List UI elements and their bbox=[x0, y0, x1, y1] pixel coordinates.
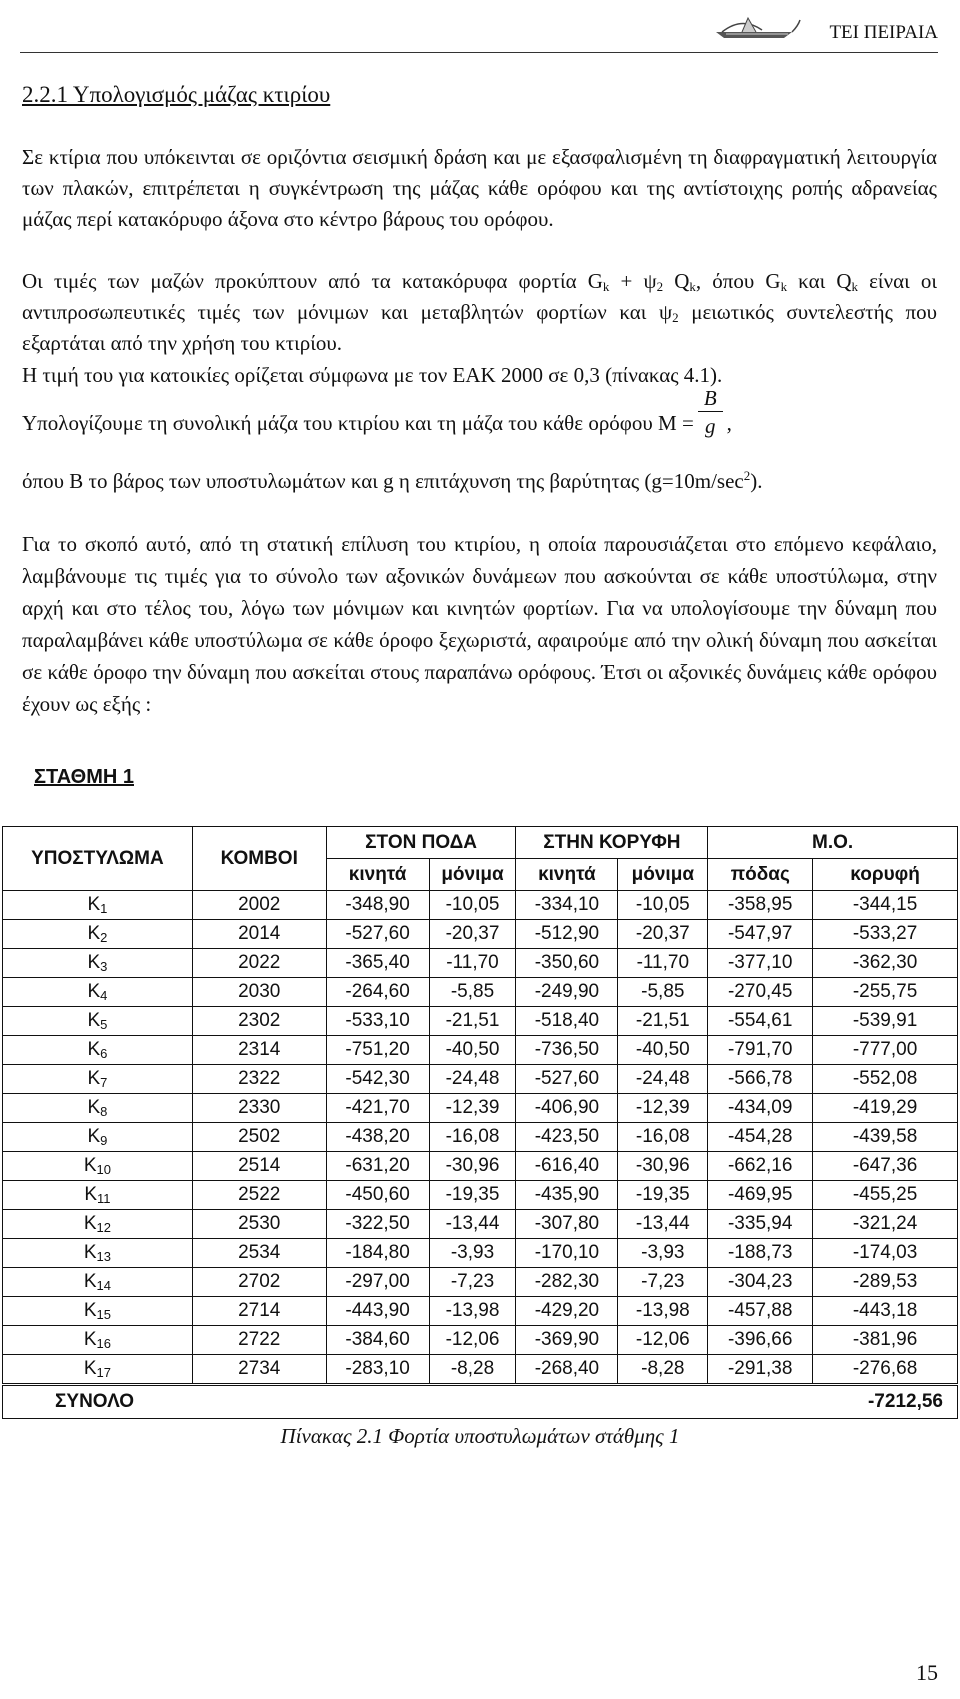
foot-live: -384,60 bbox=[326, 1326, 429, 1355]
header-foot: ΣΤΟΝ ΠΟΔΑ bbox=[326, 827, 516, 859]
avg-foot: -188,73 bbox=[708, 1239, 813, 1268]
avg-top: -777,00 bbox=[813, 1036, 958, 1065]
paragraph-mass-formula: Υπολογίζουμε τη συνολική μάζα του κτιρίου και τη μάζα του κάθε ορόφου Μ = $\frac{B}{g}$ , bbox=[22, 385, 732, 438]
foot-dead: -40,50 bbox=[429, 1036, 516, 1065]
table-row bbox=[3, 1152, 958, 1181]
top-live: -518,40 bbox=[516, 1007, 618, 1036]
top-dead: -12,39 bbox=[618, 1094, 708, 1123]
avg-top: -321,24 bbox=[813, 1210, 958, 1239]
table-row bbox=[3, 1123, 958, 1152]
avg-foot: -377,10 bbox=[708, 949, 813, 978]
node-ids: 2522 bbox=[192, 1181, 326, 1210]
avg-foot: -662,16 bbox=[708, 1152, 813, 1181]
foot-live: -283,10 bbox=[326, 1355, 429, 1385]
top-live: -268,40 bbox=[516, 1355, 618, 1385]
header-column: ΥΠΟΣΤΥΛΩΜΑ bbox=[3, 827, 193, 891]
avg-foot: -547,97 bbox=[708, 920, 813, 949]
avg-top: -539,91 bbox=[813, 1007, 958, 1036]
avg-top: -647,36 bbox=[813, 1152, 958, 1181]
avg-top: -362,30 bbox=[813, 949, 958, 978]
top-dead: -40,50 bbox=[618, 1036, 708, 1065]
foot-live: -527,60 bbox=[326, 920, 429, 949]
node-ids: 2014 bbox=[192, 920, 326, 949]
station-title: ΣΤΑΘΜΗ 1 bbox=[34, 766, 134, 788]
foot-live: -348,90 bbox=[326, 891, 429, 920]
node-ids: 2514 bbox=[192, 1152, 326, 1181]
foot-live: -443,90 bbox=[326, 1297, 429, 1326]
table-row bbox=[3, 1297, 958, 1326]
avg-foot: -434,09 bbox=[708, 1094, 813, 1123]
avg-foot: -304,23 bbox=[708, 1268, 813, 1297]
table-row bbox=[3, 920, 958, 949]
column-id: $K_5$ bbox=[3, 1007, 193, 1036]
avg-top: -443,18 bbox=[813, 1297, 958, 1326]
avg-top: -381,96 bbox=[813, 1326, 958, 1355]
column-id: $K_6$ bbox=[3, 1036, 193, 1065]
top-live: -435,90 bbox=[516, 1181, 618, 1210]
paragraph-method: Για το σκοπό αυτό, από τη στατική επίλυση του κτιρίου, η οποία παρουσιάζεται στο επόμενο κεφάλαιο, λαμβάνουμε τις τιμές για το σύνολο των αξονικών δυνάμεων που ασκούνται σε κάθε υποστύλωμα, στην αρχή και στο τέλος του, λόγω των μόνιμων και κινητών φορτίων. Για να υπολογίσουμε την δύναμη που παραλαμβάνει κάθε υποστύλωμα σε κάθε όροφο ξεχωριστά, αφαιρούμε από την ολική δύναμη που ασκείται σε κάθε όροφο την δύναμη που ασκείται στους παραπάνω ορόφους. Έτσι οι αξονικές δυνάμεις κάθε ορόφου έχουν ως εξής : bbox=[22, 532, 937, 716]
top-dead: -20,37 bbox=[618, 920, 708, 949]
avg-top: -255,75 bbox=[813, 978, 958, 1007]
header-nodes: ΚΟΜΒΟΙ bbox=[192, 827, 326, 891]
foot-live: -438,20 bbox=[326, 1123, 429, 1152]
avg-foot: -291,38 bbox=[708, 1355, 813, 1385]
top-dead: -13,98 bbox=[618, 1297, 708, 1326]
node-ids: 2502 bbox=[192, 1123, 326, 1152]
node-ids: 2534 bbox=[192, 1239, 326, 1268]
top-live: -512,90 bbox=[516, 920, 618, 949]
column-id: $K_{14}$ bbox=[3, 1268, 193, 1297]
column-id: $K_{11}$ bbox=[3, 1181, 193, 1210]
avg-foot: -335,94 bbox=[708, 1210, 813, 1239]
foot-live: -184,80 bbox=[326, 1239, 429, 1268]
column-id: $K_{13}$ bbox=[3, 1239, 193, 1268]
table-row bbox=[3, 949, 958, 978]
subheader-dead: μόνιμα bbox=[618, 859, 708, 891]
avg-foot: -554,61 bbox=[708, 1007, 813, 1036]
column-id: $K_3$ bbox=[3, 949, 193, 978]
foot-live: -421,70 bbox=[326, 1094, 429, 1123]
top-dead: -8,28 bbox=[618, 1355, 708, 1385]
avg-foot: -454,28 bbox=[708, 1123, 813, 1152]
top-dead: -24,48 bbox=[618, 1065, 708, 1094]
table-row bbox=[3, 1094, 958, 1123]
paragraph-weight: όπου Β το βάρος των υποστυλωμάτων και g η επιτάχυνση της βαρύτητας $(g=10m/\sec^2)$. bbox=[22, 468, 763, 493]
foot-dead: -8,28 bbox=[429, 1355, 516, 1385]
foot-live: -631,20 bbox=[326, 1152, 429, 1181]
table-row bbox=[3, 1065, 958, 1094]
column-id: $K_{16}$ bbox=[3, 1326, 193, 1355]
node-ids: 2722 bbox=[192, 1326, 326, 1355]
top-live: -249,90 bbox=[516, 978, 618, 1007]
table-row bbox=[3, 1326, 958, 1355]
column-id: $K_8$ bbox=[3, 1094, 193, 1123]
avg-foot: -469,95 bbox=[708, 1181, 813, 1210]
avg-top: -289,53 bbox=[813, 1268, 958, 1297]
header-average: Μ.Ο. bbox=[708, 827, 958, 859]
top-dead: -7,23 bbox=[618, 1268, 708, 1297]
foot-live: -542,30 bbox=[326, 1065, 429, 1094]
avg-top: -439,58 bbox=[813, 1123, 958, 1152]
column-id: $K_4$ bbox=[3, 978, 193, 1007]
top-dead: -19,35 bbox=[618, 1181, 708, 1210]
avg-top: -455,25 bbox=[813, 1181, 958, 1210]
table-caption: Πίνακας 2.1 Φορτία υποστυλωμάτων στάθμης 1 bbox=[280, 1424, 680, 1448]
top-live: -527,60 bbox=[516, 1065, 618, 1094]
table-row bbox=[3, 1210, 958, 1239]
foot-live: -450,60 bbox=[326, 1181, 429, 1210]
avg-top: -276,68 bbox=[813, 1355, 958, 1385]
column-id: $K_9$ bbox=[3, 1123, 193, 1152]
avg-top: -344,15 bbox=[813, 891, 958, 920]
table-row bbox=[3, 891, 958, 920]
top-dead: -10,05 bbox=[618, 891, 708, 920]
node-ids: 2714 bbox=[192, 1297, 326, 1326]
avg-foot: -358,95 bbox=[708, 891, 813, 920]
table-row bbox=[3, 978, 958, 1007]
column-id: $K_{17}$ bbox=[3, 1355, 193, 1385]
foot-dead: -10,05 bbox=[429, 891, 516, 920]
top-live: -369,90 bbox=[516, 1326, 618, 1355]
top-live: -350,60 bbox=[516, 949, 618, 978]
foot-live: -365,40 bbox=[326, 949, 429, 978]
foot-dead: -30,96 bbox=[429, 1152, 516, 1181]
foot-dead: -13,44 bbox=[429, 1210, 516, 1239]
foot-dead: -16,08 bbox=[429, 1123, 516, 1152]
avg-foot: -791,70 bbox=[708, 1036, 813, 1065]
node-ids: 2002 bbox=[192, 891, 326, 920]
foot-dead: -21,51 bbox=[429, 1007, 516, 1036]
avg-top: -419,29 bbox=[813, 1094, 958, 1123]
paragraph-eak: Η τιμή του για κατοικίες ορίζεται σύμφωνα με τον ΕΑΚ 2000 σε 0,3 (πίνακας 4.1). bbox=[22, 363, 723, 387]
column-id: $K_{10}$ bbox=[3, 1152, 193, 1181]
subheader-top: κορυφή bbox=[813, 859, 958, 891]
top-live: -307,80 bbox=[516, 1210, 618, 1239]
node-ids: 2314 bbox=[192, 1036, 326, 1065]
foot-dead: -24,48 bbox=[429, 1065, 516, 1094]
top-live: -736,50 bbox=[516, 1036, 618, 1065]
foot-live: -533,10 bbox=[326, 1007, 429, 1036]
column-id: $K_1$ bbox=[3, 891, 193, 920]
table-row bbox=[3, 1239, 958, 1268]
node-ids: 2734 bbox=[192, 1355, 326, 1385]
foot-dead: -19,35 bbox=[429, 1181, 516, 1210]
node-ids: 2022 bbox=[192, 949, 326, 978]
node-ids: 2330 bbox=[192, 1094, 326, 1123]
top-live: -282,30 bbox=[516, 1268, 618, 1297]
foot-dead: -20,37 bbox=[429, 920, 516, 949]
header-divider bbox=[20, 52, 938, 53]
mass-fraction: $\frac{B}{g}$ bbox=[698, 411, 723, 440]
table-row bbox=[3, 1268, 958, 1297]
avg-foot: -457,88 bbox=[708, 1297, 813, 1326]
subheader-live: κινητά bbox=[516, 859, 618, 891]
table-row bbox=[3, 1355, 958, 1385]
foot-dead: -13,98 bbox=[429, 1297, 516, 1326]
column-id: $K_2$ bbox=[3, 920, 193, 949]
column-id: $K_{15}$ bbox=[3, 1297, 193, 1326]
ship-icon bbox=[712, 12, 802, 40]
top-live: -406,90 bbox=[516, 1094, 618, 1123]
subheader-live: κινητά bbox=[326, 859, 429, 891]
top-dead: -21,51 bbox=[618, 1007, 708, 1036]
avg-foot: -566,78 bbox=[708, 1065, 813, 1094]
header-top: ΣΤΗΝ ΚΟΡΥΦΗ bbox=[516, 827, 708, 859]
foot-dead: -7,23 bbox=[429, 1268, 516, 1297]
subheader-dead: μόνιμα bbox=[429, 859, 516, 891]
node-ids: 2030 bbox=[192, 978, 326, 1007]
top-live: -616,40 bbox=[516, 1152, 618, 1181]
paragraph-intro: Σε κτίρια που υπόκεινται σε οριζόντια σεισμική δράση και με εξασφαλισμένη τη διαφραγματική λειτουργία των πλακών, επιτρέπεται η συγκέντρωση της μάζας κάθε ορόφου και της αντίστοιχης ροπής αδρανείας μάζας περί κατακόρυφο άξονα στο κέντρο βάρους του ορόφου. bbox=[22, 145, 937, 231]
table-row bbox=[3, 1036, 958, 1065]
foot-live: -264,60 bbox=[326, 978, 429, 1007]
table-row bbox=[3, 1181, 958, 1210]
top-live: -334,10 bbox=[516, 891, 618, 920]
top-live: -423,50 bbox=[516, 1123, 618, 1152]
column-id: $K_7$ bbox=[3, 1065, 193, 1094]
paragraph-masses: Οι τιμές των μαζών προκύπτουν από τα κατακόρυφα φορτία $G_k + \psi_2$ $Q_k$, όπου $G_k$ και $Q_k$ είναι οι αντιπροσωπευτικές τιμές των μόνιμων και μεταβλητών φορτίων και $\psi_2$ μειωτικός συντελεστής που εξαρτάται από την χρήση του κτιρίου. bbox=[22, 269, 937, 355]
top-live: -170,10 bbox=[516, 1239, 618, 1268]
avg-foot: -270,45 bbox=[708, 978, 813, 1007]
avg-top: -533,27 bbox=[813, 920, 958, 949]
avg-top: -174,03 bbox=[813, 1239, 958, 1268]
node-ids: 2702 bbox=[192, 1268, 326, 1297]
foot-dead: -12,06 bbox=[429, 1326, 516, 1355]
foot-live: -297,00 bbox=[326, 1268, 429, 1297]
node-ids: 2302 bbox=[192, 1007, 326, 1036]
top-dead: -16,08 bbox=[618, 1123, 708, 1152]
avg-top: -552,08 bbox=[813, 1065, 958, 1094]
node-ids: 2322 bbox=[192, 1065, 326, 1094]
top-dead: -3,93 bbox=[618, 1239, 708, 1268]
table-row bbox=[3, 1007, 958, 1036]
subheader-foot: πόδας bbox=[708, 859, 813, 891]
top-live: -429,20 bbox=[516, 1297, 618, 1326]
top-dead: -5,85 bbox=[618, 978, 708, 1007]
top-dead: -30,96 bbox=[618, 1152, 708, 1181]
loads-table bbox=[2, 826, 958, 1419]
foot-live: -322,50 bbox=[326, 1210, 429, 1239]
top-dead: -13,44 bbox=[618, 1210, 708, 1239]
top-dead: -12,06 bbox=[618, 1326, 708, 1355]
section-title: 2.2.1 Υπολογισμός μάζας κτιρίου bbox=[22, 82, 331, 107]
foot-dead: -12,39 bbox=[429, 1094, 516, 1123]
institution-name: ΤΕΙ ΠΕΙΡΑΙΑ bbox=[829, 22, 938, 43]
total-label: ΣΥΝΟΛΟ bbox=[3, 1385, 708, 1419]
node-ids: 2530 bbox=[192, 1210, 326, 1239]
column-id: $K_{12}$ bbox=[3, 1210, 193, 1239]
foot-live: -751,20 bbox=[326, 1036, 429, 1065]
foot-dead: -5,85 bbox=[429, 978, 516, 1007]
foot-dead: -3,93 bbox=[429, 1239, 516, 1268]
total-value: -7212,56 bbox=[708, 1385, 958, 1419]
foot-dead: -11,70 bbox=[429, 949, 516, 978]
top-dead: -11,70 bbox=[618, 949, 708, 978]
avg-foot: -396,66 bbox=[708, 1326, 813, 1355]
page-number: 15 bbox=[916, 1660, 938, 1685]
